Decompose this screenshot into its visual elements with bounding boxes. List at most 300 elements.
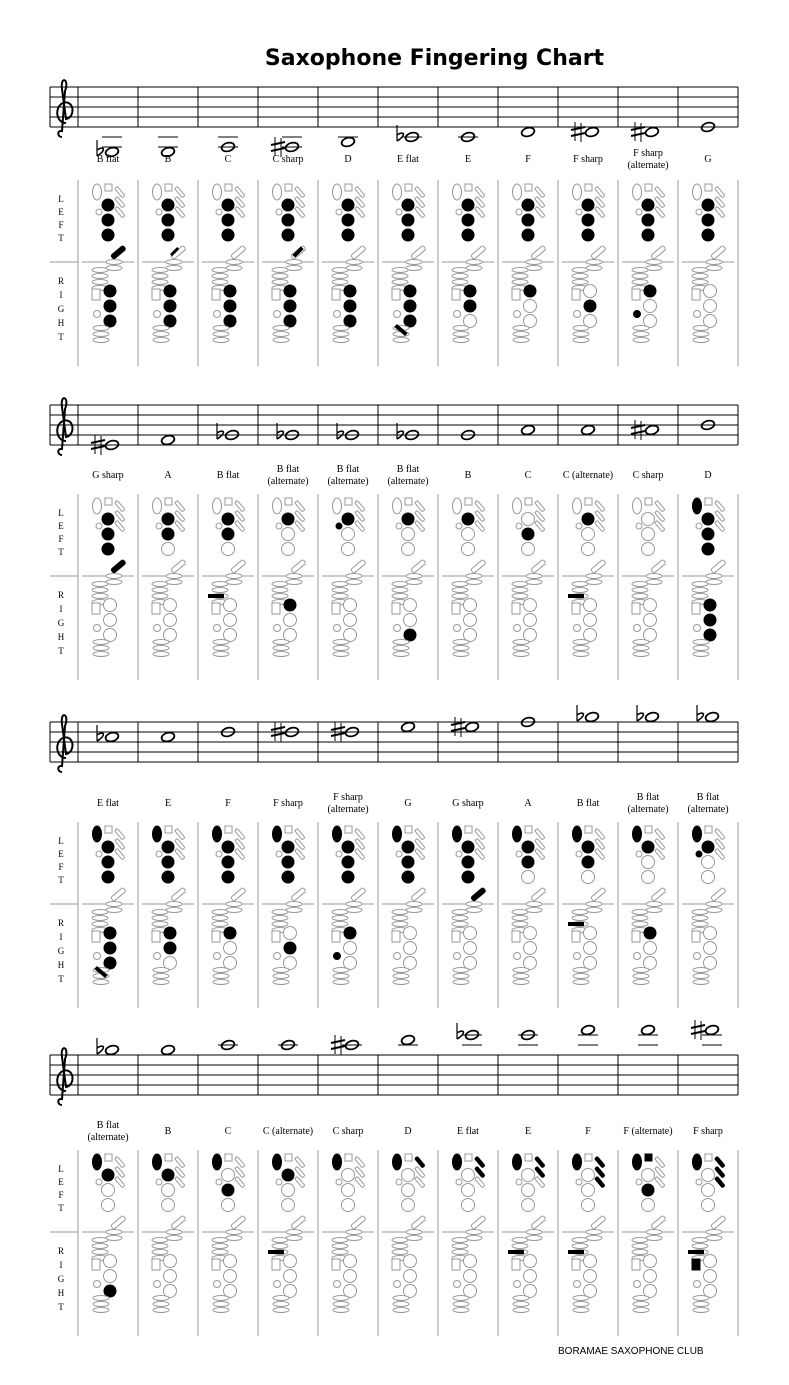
front-f-key xyxy=(585,498,592,505)
palm-key xyxy=(535,1156,545,1167)
key-open xyxy=(342,528,355,541)
whole-note xyxy=(161,731,176,742)
side-key-pressed xyxy=(568,594,584,598)
key-open xyxy=(582,1184,595,1197)
fingering-row xyxy=(50,822,738,1008)
bis-key xyxy=(216,209,222,215)
front-f-key xyxy=(465,498,472,505)
key-closed xyxy=(342,841,355,854)
side-key xyxy=(212,910,228,915)
front-f-key xyxy=(705,184,712,191)
fingering-diagram xyxy=(78,1150,134,1336)
side-f-sharp-key xyxy=(452,289,460,300)
palm-key xyxy=(535,206,545,217)
side-key xyxy=(632,910,648,915)
side-key xyxy=(213,968,229,973)
side-key xyxy=(453,968,469,973)
side-f-sharp-key xyxy=(512,603,520,614)
g-sharp-key xyxy=(531,887,546,901)
page-title: Saxophone Fingering Chart xyxy=(264,46,605,71)
g-sharp-key xyxy=(291,887,306,901)
side-key xyxy=(572,910,588,915)
side-key xyxy=(466,574,482,579)
key-open xyxy=(284,1255,297,1268)
side-key xyxy=(573,652,589,657)
side-f-sharp-key xyxy=(152,603,160,614)
side-key xyxy=(332,910,348,915)
key-closed xyxy=(162,229,175,242)
key-closed xyxy=(282,856,295,869)
side-key-pressed xyxy=(568,1250,584,1254)
key-open xyxy=(644,599,657,612)
side-key xyxy=(453,1302,469,1307)
trill-key xyxy=(454,311,461,318)
side-key xyxy=(153,332,169,337)
note-label: G xyxy=(704,154,712,165)
octave-key xyxy=(693,1154,702,1170)
note-label: E xyxy=(524,1126,532,1137)
side-key xyxy=(393,1302,409,1307)
palm-key xyxy=(595,520,605,531)
front-f-key xyxy=(225,498,232,505)
left-label-letter: E xyxy=(58,849,64,859)
bis-key xyxy=(636,851,642,857)
side-key xyxy=(692,274,708,279)
side-key xyxy=(632,588,648,593)
trill-key xyxy=(454,1281,461,1288)
note-label: B flat (alternate) xyxy=(627,792,669,815)
side-key xyxy=(632,582,648,587)
palm-key xyxy=(355,828,365,839)
trill-key xyxy=(214,1281,221,1288)
side-key xyxy=(346,902,362,907)
key-open xyxy=(644,1255,657,1268)
side-f-sharp-key xyxy=(152,1259,160,1270)
g-sharp-key xyxy=(351,245,366,259)
key-open xyxy=(522,1184,535,1197)
palm-key xyxy=(235,828,245,839)
fingering-diagram xyxy=(78,180,134,366)
note-label: E flat xyxy=(397,154,419,165)
side-key xyxy=(393,646,409,651)
key-open xyxy=(522,871,535,884)
side-key xyxy=(152,1238,168,1243)
sharp-sign xyxy=(451,717,465,737)
key-open xyxy=(224,942,237,955)
key-closed xyxy=(462,229,475,242)
g-sharp-key xyxy=(651,887,666,901)
side-key xyxy=(512,922,528,927)
trill-key xyxy=(574,1281,581,1288)
whole-note xyxy=(161,1044,176,1055)
whole-note xyxy=(641,1024,656,1035)
bis-key xyxy=(516,209,522,215)
key-open xyxy=(402,543,415,556)
right-label-letter: R xyxy=(57,276,65,286)
side-key xyxy=(692,268,708,273)
g-sharp-key xyxy=(711,1215,726,1229)
side-key xyxy=(273,968,289,973)
key-closed xyxy=(282,513,295,526)
g-sharp-key xyxy=(711,887,726,901)
palm-key xyxy=(295,1176,305,1187)
key-closed xyxy=(462,214,475,227)
octave-key xyxy=(153,826,162,842)
palm-key xyxy=(235,186,245,197)
treble-clef xyxy=(57,80,72,137)
g-sharp-key xyxy=(171,887,186,901)
key-closed xyxy=(162,214,175,227)
side-key xyxy=(452,274,468,279)
g-sharp-key xyxy=(171,1215,186,1229)
side-key xyxy=(633,1302,649,1307)
left-label-letter: L xyxy=(58,508,64,518)
key-closed xyxy=(342,513,355,526)
key-closed xyxy=(342,199,355,212)
trill-key xyxy=(154,953,161,960)
music-staff xyxy=(50,705,738,772)
side-key xyxy=(573,338,589,343)
palm-key xyxy=(475,196,485,207)
side-f-sharp-key xyxy=(452,603,460,614)
side-f-sharp-key xyxy=(332,931,340,942)
side-key xyxy=(693,338,709,343)
side-f-sharp-key xyxy=(92,931,100,942)
key-closed xyxy=(402,199,415,212)
octave-key xyxy=(633,184,642,200)
side-key xyxy=(332,1238,348,1243)
side-key xyxy=(573,1296,589,1301)
key-closed xyxy=(102,543,115,556)
side-key xyxy=(153,646,169,651)
key-closed xyxy=(522,528,535,541)
side-key xyxy=(392,280,408,285)
octave-key xyxy=(513,826,522,842)
music-staff xyxy=(50,80,738,158)
key-closed xyxy=(282,199,295,212)
trill-key xyxy=(574,311,581,318)
side-key xyxy=(93,1308,109,1313)
side-key xyxy=(452,268,468,273)
right-label-letter: G xyxy=(57,304,65,314)
palm-key xyxy=(175,1166,185,1177)
palm-key xyxy=(715,838,725,849)
fingering-diagram xyxy=(138,180,194,366)
key-closed xyxy=(642,229,655,242)
fingering-diagram xyxy=(558,822,614,1008)
palm-key xyxy=(595,1166,605,1177)
side-key xyxy=(633,974,649,979)
trill-key xyxy=(514,311,521,318)
key-open xyxy=(402,1169,415,1182)
left-label-letter: L xyxy=(58,1164,64,1174)
side-key xyxy=(573,640,589,645)
side-key xyxy=(226,260,242,265)
palm-key xyxy=(655,828,665,839)
palm-key xyxy=(655,838,665,849)
side-key-pressed xyxy=(268,1250,284,1254)
side-key xyxy=(512,582,528,587)
g-sharp-key xyxy=(291,1215,306,1229)
side-key xyxy=(273,646,289,651)
fingering-diagram xyxy=(258,180,314,366)
palm-key xyxy=(295,520,305,531)
side-key xyxy=(706,1230,722,1235)
key-closed xyxy=(462,856,475,869)
key-closed xyxy=(104,942,117,955)
side-key-pressed xyxy=(208,594,224,598)
key-closed xyxy=(582,856,595,869)
key-open xyxy=(284,614,297,627)
note-label: F sharp (alternate) xyxy=(627,148,669,171)
note-label: C sharp xyxy=(272,154,304,165)
palm-key xyxy=(235,520,245,531)
key-open xyxy=(524,300,537,313)
key-closed xyxy=(522,841,535,854)
right-label-letter: H xyxy=(57,1288,65,1298)
right-label-letter: T xyxy=(58,1302,64,1312)
octave-key xyxy=(633,498,642,514)
side-key xyxy=(226,1230,242,1235)
note-label: F xyxy=(225,798,231,809)
note-label: D xyxy=(404,1126,412,1137)
palm-key xyxy=(235,1156,245,1167)
key-closed xyxy=(102,214,115,227)
key-closed xyxy=(104,285,117,298)
key-open xyxy=(464,1255,477,1268)
key-open xyxy=(704,927,717,940)
palm-key xyxy=(355,520,365,531)
right-label-letter: H xyxy=(57,318,65,328)
side-key xyxy=(153,968,169,973)
palm-key xyxy=(295,206,305,217)
palm-key xyxy=(115,206,125,217)
side-key xyxy=(632,1238,648,1243)
side-key xyxy=(453,1308,469,1313)
side-key xyxy=(572,588,588,593)
palm-key xyxy=(355,500,365,511)
bis-key xyxy=(636,523,642,529)
palm-key xyxy=(175,510,185,521)
key-closed xyxy=(522,229,535,242)
key-open xyxy=(522,513,535,526)
palm-key xyxy=(295,828,305,839)
fingering-diagram xyxy=(678,1150,734,1336)
side-key xyxy=(93,980,109,985)
side-f-sharp-key xyxy=(512,289,520,300)
octave-key xyxy=(573,184,582,200)
side-key xyxy=(392,582,408,587)
side-key xyxy=(273,652,289,657)
palm-key xyxy=(355,206,365,217)
fingering-diagram xyxy=(318,1150,374,1336)
fingering-diagram xyxy=(498,822,554,1008)
key-open xyxy=(704,300,717,313)
key-open xyxy=(524,927,537,940)
right-label-letter: H xyxy=(57,960,65,970)
whole-note xyxy=(161,434,176,445)
key-closed xyxy=(162,513,175,526)
side-key xyxy=(512,280,528,285)
note-label: G sharp xyxy=(92,470,124,481)
palm-key xyxy=(235,838,245,849)
side-key xyxy=(213,332,229,337)
side-key xyxy=(393,968,409,973)
side-key xyxy=(452,1244,468,1249)
palm-key xyxy=(715,828,725,839)
octave-key xyxy=(93,184,102,200)
note-label: A xyxy=(164,470,172,481)
side-key xyxy=(273,338,289,343)
side-key xyxy=(273,1308,289,1313)
right-label-letter: G xyxy=(57,946,65,956)
palm-key xyxy=(535,510,545,521)
side-key xyxy=(633,652,649,657)
g-sharp-key xyxy=(471,559,486,573)
trill-key xyxy=(214,953,221,960)
key-open xyxy=(224,1270,237,1283)
side-key xyxy=(332,1250,348,1255)
side-key xyxy=(406,260,422,265)
trill-key xyxy=(694,625,701,632)
octave-key xyxy=(453,1154,462,1170)
side-key xyxy=(213,646,229,651)
front-f-key xyxy=(405,1154,412,1161)
side-key xyxy=(272,274,288,279)
key-closed xyxy=(284,285,297,298)
fingering-diagram xyxy=(78,822,134,1008)
trill-key xyxy=(154,625,161,632)
octave-key xyxy=(273,498,282,514)
key-closed xyxy=(404,300,417,313)
fingering-diagram xyxy=(558,1150,614,1336)
key-closed xyxy=(642,841,655,854)
octave-key xyxy=(333,184,342,200)
trill-key xyxy=(274,311,281,318)
side-key xyxy=(512,268,528,273)
side-key xyxy=(332,1244,348,1249)
side-key xyxy=(213,652,229,657)
key-open xyxy=(584,614,597,627)
side-key xyxy=(93,646,109,651)
key-closed xyxy=(462,841,475,854)
side-key xyxy=(286,574,302,579)
side-key xyxy=(92,910,108,915)
key-closed xyxy=(162,1169,175,1182)
side-key-pressed xyxy=(508,1250,524,1254)
front-f-key xyxy=(285,1154,292,1161)
palm-key xyxy=(715,1176,725,1187)
side-key xyxy=(692,582,708,587)
fingering-diagram xyxy=(198,1150,254,1336)
side-f-sharp-key xyxy=(692,1259,700,1270)
side-key xyxy=(153,640,169,645)
octave-key xyxy=(693,184,702,200)
side-key xyxy=(166,260,182,265)
palm-key xyxy=(115,510,125,521)
side-key xyxy=(392,916,408,921)
right-label-letter: I xyxy=(59,932,63,942)
palm-key xyxy=(595,186,605,197)
fingering-diagram xyxy=(618,1150,674,1336)
left-label-letter: L xyxy=(58,836,64,846)
fingering-diagram xyxy=(318,494,374,680)
palm-key xyxy=(475,1176,485,1187)
bis-key xyxy=(96,851,102,857)
key-open xyxy=(162,543,175,556)
key-closed xyxy=(462,199,475,212)
side-key xyxy=(693,326,709,331)
side-key xyxy=(392,1238,408,1243)
left-hand-label xyxy=(58,194,64,243)
note-label: C xyxy=(224,1126,232,1137)
side-key xyxy=(392,910,408,915)
key-open xyxy=(464,942,477,955)
g-sharp-key xyxy=(471,245,486,259)
bis-key xyxy=(456,523,462,529)
g-sharp-key xyxy=(531,1215,546,1229)
trill-key xyxy=(694,953,701,960)
left-hand-label xyxy=(58,1164,64,1213)
bis-key xyxy=(576,851,582,857)
key-open xyxy=(644,942,657,955)
octave-key xyxy=(513,184,522,200)
side-f-sharp-key xyxy=(452,1259,460,1270)
side-key xyxy=(393,980,409,985)
key-open xyxy=(342,543,355,556)
palm-key xyxy=(175,1156,185,1167)
bis-key xyxy=(696,209,702,215)
key-open xyxy=(582,871,595,884)
palm-key xyxy=(595,1176,605,1187)
bis-key xyxy=(396,523,402,529)
sharp-sign xyxy=(631,420,645,440)
front-f-key xyxy=(105,1154,112,1161)
side-key xyxy=(333,326,349,331)
bis-key xyxy=(696,523,702,529)
side-f-sharp-key xyxy=(392,603,400,614)
g-sharp-key xyxy=(531,559,546,573)
side-key xyxy=(453,326,469,331)
whole-note xyxy=(645,711,660,722)
side-key xyxy=(572,268,588,273)
note-label: F sharp xyxy=(693,1126,723,1137)
front-f-key xyxy=(165,826,172,833)
side-key xyxy=(153,1296,169,1301)
side-f-sharp-key xyxy=(692,931,700,942)
fingering-diagram xyxy=(198,822,254,1008)
trill-key xyxy=(454,953,461,960)
front-f-key xyxy=(105,498,112,505)
side-f-sharp-key xyxy=(152,931,160,942)
trill-key xyxy=(394,311,401,318)
palm-key xyxy=(595,838,605,849)
front-f-key xyxy=(645,826,652,833)
palm-key xyxy=(115,520,125,531)
palm-key xyxy=(175,186,185,197)
whole-note xyxy=(521,424,536,435)
right-hand-label xyxy=(58,918,65,984)
note-label: C xyxy=(224,154,232,165)
flat-sign xyxy=(97,725,103,741)
key-open xyxy=(102,1184,115,1197)
key-open xyxy=(582,1169,595,1182)
palm-key xyxy=(715,206,725,217)
side-key xyxy=(92,1238,108,1243)
side-key xyxy=(92,582,108,587)
front-f-key xyxy=(585,1154,592,1161)
octave-key xyxy=(93,826,102,842)
